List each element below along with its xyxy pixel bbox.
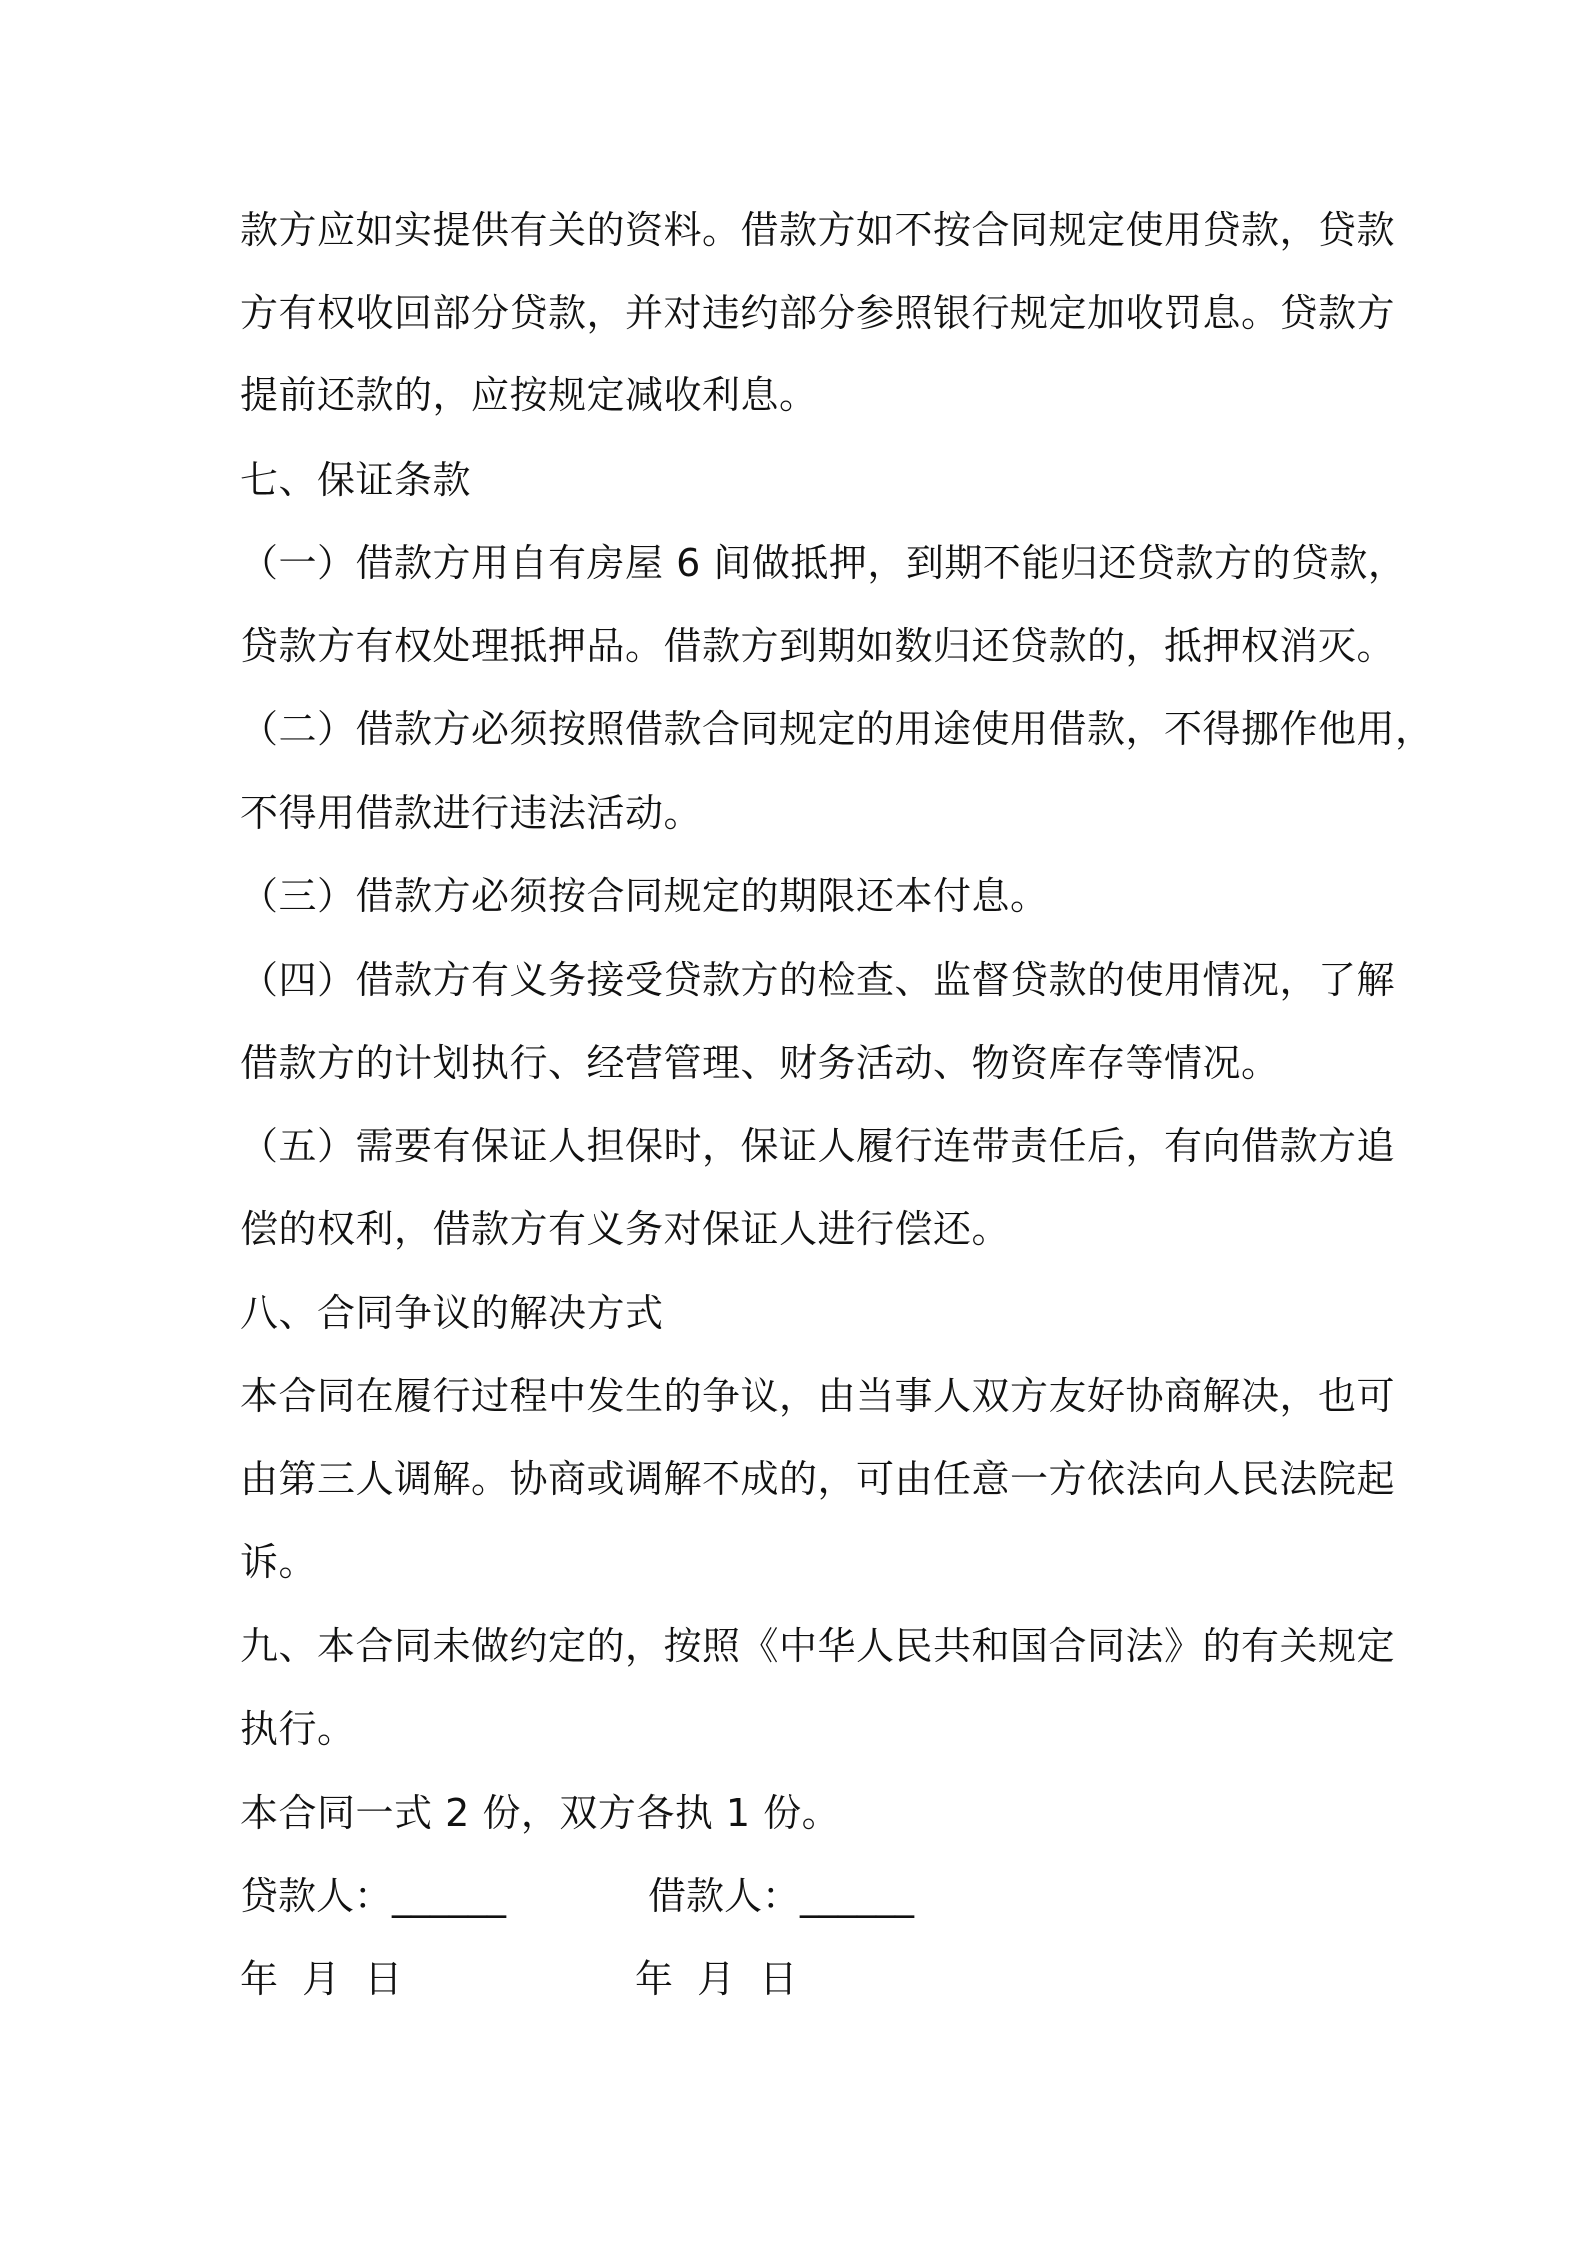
text-line: （二）借款方必须按照借款合同规定的用途使用借款，不得挪作他用， — [240, 707, 1434, 751]
text-line: 提前还款的，应按规定减收利息。 — [240, 373, 818, 417]
text-line: 诉。 — [240, 1540, 318, 1584]
text-line: 偿的权利，借款方有义务对保证人进行偿还。 — [240, 1207, 1011, 1251]
text-line: 贷款方有权处理抵押品。借款方到期如数归还贷款的，抵押权消灭。 — [240, 624, 1396, 668]
text-line: 不得用借款进行违法活动。 — [240, 791, 703, 835]
section-heading: 八、合同争议的解决方式 — [240, 1291, 664, 1335]
text-line: （四）借款方有义务接受贷款方的检查、监督贷款的使用情况，了解 — [240, 958, 1396, 1002]
text-line: （五）需要有保证人担保时，保证人履行连带责任后，有向借款方追 — [240, 1124, 1396, 1168]
text-line: 本合同一式 2 份，双方各执 1 份。 — [240, 1791, 841, 1835]
text-line: （一）借款方用自有房屋 6 间做抵押，到期不能归还贷款方的贷款， — [240, 541, 1407, 585]
text-line: 本合同在履行过程中发生的争议，由当事人双方友好协商解决，也可 — [240, 1374, 1396, 1418]
lender-signature: 贷款人：______ — [240, 1874, 507, 1918]
section-heading: 七、保证条款 — [240, 458, 472, 502]
text-line: 方有权收回部分贷款，并对违约部分参照银行规定加收罚息。贷款方 — [240, 291, 1396, 335]
text-line: 借款方的计划执行、经营管理、财务活动、物资库存等情况。 — [240, 1041, 1280, 1085]
borrower-date: 年 月 日 — [635, 1957, 798, 2001]
text-line: （三）借款方必须按合同规定的期限还本付息。 — [240, 874, 1049, 918]
section-heading: 九、本合同未做约定的，按照《中华人民共和国合同法》的有关规定 — [240, 1624, 1396, 1668]
lender-date: 年 月 日 — [240, 1957, 403, 2001]
text-line: 执行。 — [240, 1707, 356, 1751]
text-line: 由第三人调解。协商或调解不成的，可由任意一方依法向人民法院起 — [240, 1457, 1396, 1501]
borrower-signature: 借款人：______ — [648, 1874, 915, 1918]
text-line: 款方应如实提供有关的资料。借款方如不按合同规定使用贷款，贷款 — [240, 208, 1396, 252]
